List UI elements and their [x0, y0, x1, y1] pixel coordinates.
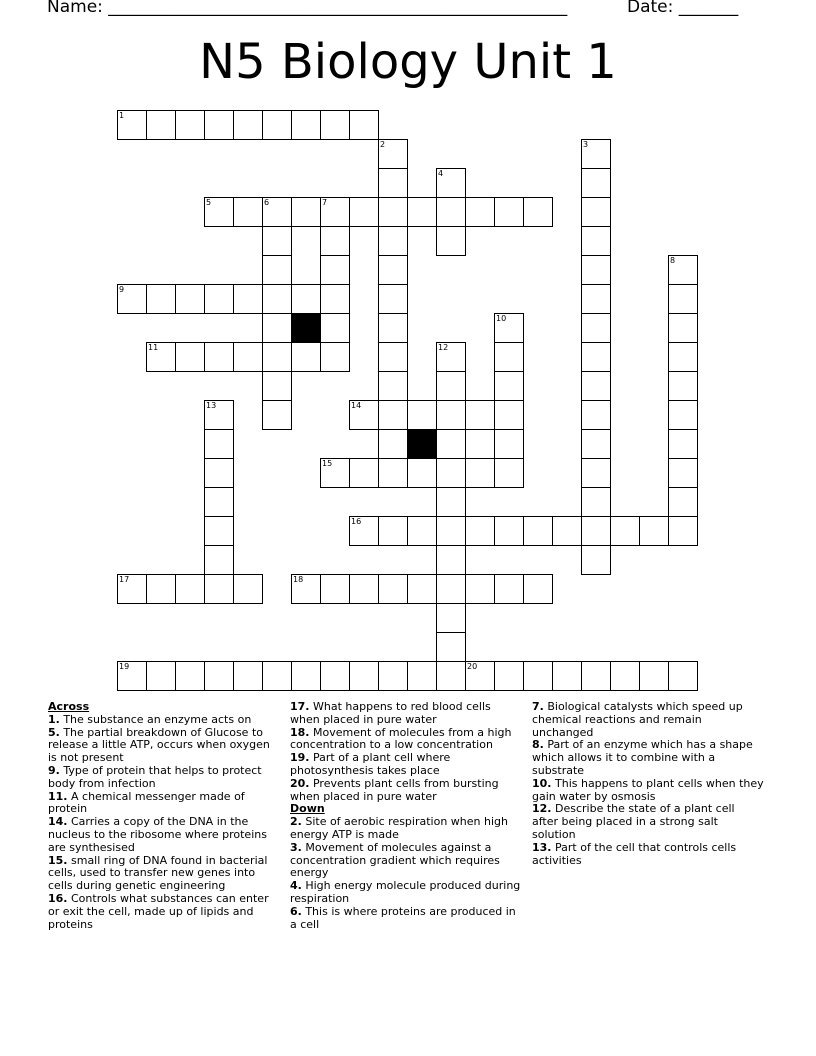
letter-cell[interactable] — [175, 110, 205, 140]
letter-cell[interactable] — [407, 516, 437, 546]
letter-cell[interactable] — [523, 574, 553, 604]
letter-cell[interactable] — [378, 255, 408, 285]
letter-cell[interactable] — [668, 458, 698, 488]
letter-cell[interactable] — [320, 255, 350, 285]
clue-number-label: 19. — [290, 751, 310, 765]
letter-cell[interactable] — [320, 284, 350, 314]
letter-cell[interactable] — [262, 371, 292, 401]
clue-number: 14 — [351, 401, 362, 410]
down-clue — [290, 842, 522, 880]
letter-cell[interactable] — [320, 342, 350, 372]
letter-cell[interactable] — [349, 661, 379, 691]
across-clue — [290, 778, 522, 804]
letter-cell[interactable] — [668, 313, 698, 343]
letter-cell[interactable] — [320, 313, 350, 343]
letter-cell[interactable] — [639, 661, 669, 691]
clue-number-label: 12. — [532, 802, 552, 816]
letter-cell[interactable] — [407, 574, 437, 604]
across-clue — [48, 727, 270, 765]
letter-cell[interactable] — [146, 284, 176, 314]
clue-column-3 — [532, 701, 764, 867]
letter-cell[interactable] — [494, 313, 524, 343]
letter-cell[interactable] — [378, 400, 408, 430]
letter-cell[interactable] — [436, 545, 466, 575]
clue-number: 20 — [467, 662, 478, 671]
letter-cell[interactable] — [204, 545, 234, 575]
letter-cell[interactable] — [146, 661, 176, 691]
letter-cell[interactable] — [378, 661, 408, 691]
clue-number-label: 20. — [290, 776, 310, 790]
letter-cell[interactable] — [262, 313, 292, 343]
letter-cell[interactable] — [349, 197, 379, 227]
letter-cell[interactable] — [378, 139, 408, 169]
clue-text: Part of a plant cell where photosynthesis takes place — [290, 751, 451, 777]
down-clue — [532, 701, 764, 739]
clue-text: Controls what substances can enter or exit the cell, made up of lipids and proteins — [48, 891, 269, 931]
letter-cell[interactable] — [262, 226, 292, 256]
clue-text: This is where proteins are produced in a cell — [290, 904, 516, 931]
letter-cell[interactable] — [581, 400, 611, 430]
across-clue-list — [48, 714, 270, 932]
letter-cell[interactable] — [291, 110, 321, 140]
clue-number-label: 1. — [48, 712, 60, 726]
letter-cell[interactable] — [262, 284, 292, 314]
letter-cell[interactable] — [581, 197, 611, 227]
letter-cell[interactable] — [378, 516, 408, 546]
letter-cell[interactable] — [436, 371, 466, 401]
down-clue — [290, 880, 522, 906]
across-clue — [48, 765, 270, 791]
letter-cell[interactable] — [523, 661, 553, 691]
letter-cell[interactable] — [204, 429, 234, 459]
clue-number: 6 — [264, 198, 270, 207]
letter-cell[interactable] — [175, 284, 205, 314]
letter-cell[interactable] — [668, 516, 698, 546]
clue-text: Movement of molecules from a high concentration to a low concentration — [290, 725, 512, 752]
letter-cell[interactable] — [262, 255, 292, 285]
clue-number-label: 11. — [48, 789, 68, 803]
letter-cell[interactable] — [668, 400, 698, 430]
letter-cell[interactable] — [349, 110, 379, 140]
letter-cell[interactable] — [262, 661, 292, 691]
letter-cell[interactable] — [262, 400, 292, 430]
letter-cell[interactable] — [204, 574, 234, 604]
clue-number: 5 — [206, 198, 212, 207]
letter-cell[interactable] — [291, 342, 321, 372]
clue-number: 2 — [380, 140, 386, 149]
name-field-label: Name: ______________________________________________________ — [47, 0, 568, 17]
letter-cell[interactable] — [581, 342, 611, 372]
down-heading: Down — [290, 802, 325, 816]
letter-cell[interactable] — [436, 226, 466, 256]
letter-cell[interactable] — [494, 400, 524, 430]
clue-text: Prevents plant cells from bursting when placed in pure water — [290, 776, 499, 803]
clue-column-2 — [290, 701, 522, 931]
letter-cell[interactable] — [581, 371, 611, 401]
letter-cell[interactable] — [204, 516, 234, 546]
letter-cell[interactable] — [204, 400, 234, 430]
down-clue — [532, 803, 764, 841]
letter-cell[interactable] — [494, 516, 524, 546]
letter-cell[interactable] — [262, 197, 292, 227]
clue-number-label: 13. — [532, 840, 552, 854]
letter-cell[interactable] — [378, 342, 408, 372]
letter-cell[interactable] — [204, 284, 234, 314]
letter-cell[interactable] — [204, 110, 234, 140]
letter-cell[interactable] — [378, 168, 408, 198]
letter-cell[interactable] — [494, 661, 524, 691]
across-clue — [290, 727, 522, 753]
clue-text: Type of protein that helps to protect body from infection — [48, 763, 262, 790]
across-clue — [48, 893, 270, 931]
letter-cell[interactable] — [436, 574, 466, 604]
letter-cell[interactable] — [320, 197, 350, 227]
letter-cell[interactable] — [204, 197, 234, 227]
clue-text: The substance an enzyme acts on — [59, 712, 252, 726]
clue-text: small ring of DNA found in bacterial cells, used to transfer new genes into cells during genetic engineering — [48, 853, 268, 893]
letter-cell[interactable] — [610, 516, 640, 546]
letter-cell[interactable] — [581, 545, 611, 575]
clue-number: 10 — [496, 314, 507, 323]
letter-cell[interactable] — [436, 661, 466, 691]
letter-cell[interactable] — [117, 574, 147, 604]
letter-cell[interactable] — [175, 574, 205, 604]
letter-cell[interactable] — [465, 458, 495, 488]
letter-cell[interactable] — [436, 516, 466, 546]
clue-column-1 — [48, 701, 270, 931]
letter-cell[interactable] — [291, 284, 321, 314]
letter-cell[interactable] — [320, 226, 350, 256]
down-clue — [532, 739, 764, 777]
letter-cell[interactable] — [465, 661, 495, 691]
letter-cell[interactable] — [581, 429, 611, 459]
letter-cell[interactable] — [291, 574, 321, 604]
letter-cell[interactable] — [436, 603, 466, 633]
letter-cell[interactable] — [494, 197, 524, 227]
down-clue — [290, 816, 522, 842]
letter-cell[interactable] — [349, 516, 379, 546]
letter-cell[interactable] — [378, 574, 408, 604]
letter-cell[interactable] — [175, 342, 205, 372]
across-clue — [48, 855, 270, 893]
letter-cell[interactable] — [233, 574, 263, 604]
clue-number: 15 — [322, 459, 333, 468]
letter-cell[interactable] — [436, 342, 466, 372]
page-title: N5 Biology Unit 1 — [199, 34, 617, 90]
letter-cell[interactable] — [378, 371, 408, 401]
letter-cell[interactable] — [407, 661, 437, 691]
letter-cell[interactable] — [233, 110, 263, 140]
letter-cell[interactable] — [465, 197, 495, 227]
clue-text: High energy molecule produced during respiration — [290, 879, 521, 905]
letter-cell[interactable] — [668, 661, 698, 691]
letter-cell[interactable] — [320, 574, 350, 604]
letter-cell[interactable] — [494, 342, 524, 372]
letter-cell[interactable] — [378, 313, 408, 343]
letter-cell[interactable] — [523, 516, 553, 546]
letter-cell[interactable] — [407, 197, 437, 227]
clue-number: 16 — [351, 517, 362, 526]
clue-number: 11 — [148, 343, 159, 352]
clue-number-label: 2. — [290, 815, 302, 829]
letter-cell[interactable] — [581, 226, 611, 256]
letter-cell[interactable] — [668, 284, 698, 314]
letter-cell[interactable] — [436, 168, 466, 198]
letter-cell[interactable] — [320, 458, 350, 488]
clue-number: 19 — [119, 662, 130, 671]
letter-cell[interactable] — [523, 197, 553, 227]
letter-cell[interactable] — [668, 342, 698, 372]
clue-number-label: 15. — [48, 853, 68, 867]
clue-number: 18 — [293, 575, 304, 584]
clue-text: This happens to plant cells when they gain water by osmosis — [532, 776, 764, 803]
letter-cell[interactable] — [378, 458, 408, 488]
letter-cell[interactable] — [204, 661, 234, 691]
letter-cell[interactable] — [146, 110, 176, 140]
letter-cell[interactable] — [291, 197, 321, 227]
letter-cell[interactable] — [610, 661, 640, 691]
black-cell — [291, 313, 321, 343]
letter-cell[interactable] — [581, 661, 611, 691]
letter-cell[interactable] — [494, 574, 524, 604]
clue-number: 4 — [438, 169, 444, 178]
letter-cell[interactable] — [378, 429, 408, 459]
letter-cell[interactable] — [436, 458, 466, 488]
clue-number: 9 — [119, 285, 125, 294]
letter-cell[interactable] — [581, 255, 611, 285]
letter-cell[interactable] — [378, 284, 408, 314]
clue-text: Site of aerobic respiration when high energy ATP is made — [290, 815, 508, 841]
letter-cell[interactable] — [668, 371, 698, 401]
letter-cell[interactable] — [494, 429, 524, 459]
letter-cell[interactable] — [349, 574, 379, 604]
clue-number-label: 18. — [290, 725, 310, 739]
letter-cell[interactable] — [581, 487, 611, 517]
clue-number: 17 — [119, 575, 130, 584]
clue-text: Carries a copy of the DNA in the nucleus to the ribosome where proteins are synthesised — [48, 815, 267, 854]
clue-text: Biological catalysts which speed up chemical reactions and remain unchanged — [532, 700, 743, 739]
clue-number-label: 5. — [48, 725, 60, 739]
letter-cell[interactable] — [581, 139, 611, 169]
clue-number: 8 — [670, 256, 676, 265]
letter-cell[interactable] — [436, 429, 466, 459]
down-clue-list — [290, 816, 522, 931]
letter-cell[interactable] — [436, 487, 466, 517]
letter-cell[interactable] — [436, 197, 466, 227]
across-clue — [290, 701, 522, 727]
letter-cell[interactable] — [233, 284, 263, 314]
down-clue — [532, 842, 764, 868]
letter-cell[interactable] — [436, 632, 466, 662]
letter-cell[interactable] — [639, 516, 669, 546]
letter-cell[interactable] — [465, 400, 495, 430]
letter-cell[interactable] — [465, 516, 495, 546]
clue-text: The partial breakdown of Glucose to release a little ATP, occurs when oxygen is not present — [48, 725, 270, 765]
letter-cell[interactable] — [494, 458, 524, 488]
letter-cell[interactable] — [552, 661, 582, 691]
clue-number-label: 14. — [48, 815, 68, 829]
clue-number-label: 10. — [532, 776, 552, 790]
letter-cell[interactable] — [581, 516, 611, 546]
clue-number-label: 7. — [532, 700, 544, 713]
clue-number-label: 9. — [48, 763, 60, 777]
letter-cell[interactable] — [320, 661, 350, 691]
clue-number: 7 — [322, 198, 328, 207]
down-clue-list-cont — [532, 701, 764, 867]
letter-cell[interactable] — [262, 110, 292, 140]
letter-cell[interactable] — [262, 342, 292, 372]
letter-cell[interactable] — [349, 458, 379, 488]
clue-text: A chemical messenger made of protein — [48, 789, 245, 816]
down-clue — [290, 906, 522, 932]
across-clue — [290, 752, 522, 778]
letter-cell[interactable] — [146, 574, 176, 604]
letter-cell[interactable] — [349, 400, 379, 430]
letter-cell[interactable] — [465, 574, 495, 604]
letter-cell[interactable] — [204, 458, 234, 488]
letter-cell[interactable] — [117, 284, 147, 314]
letter-cell[interactable] — [175, 661, 205, 691]
letter-cell[interactable] — [494, 371, 524, 401]
letter-cell[interactable] — [436, 400, 466, 430]
letter-cell[interactable] — [581, 168, 611, 198]
letter-cell[interactable] — [233, 197, 263, 227]
clue-number-label: 6. — [290, 904, 302, 918]
letter-cell[interactable] — [233, 342, 263, 372]
clue-number: 1 — [119, 111, 125, 120]
clue-text: Part of the cell that controls cells activities — [532, 840, 737, 867]
letter-cell[interactable] — [320, 110, 350, 140]
clue-text: What happens to red blood cells when placed in pure water — [290, 700, 491, 726]
black-cell — [407, 429, 437, 459]
across-clue — [48, 816, 270, 854]
clue-text: Movement of molecules against a concentration gradient which requires energy — [290, 840, 500, 880]
clue-number-label: 17. — [290, 700, 310, 713]
clue-number-label: 8. — [532, 738, 544, 752]
clue-text: Part of an enzyme which has a shape which allows it to combine with a substrate — [532, 738, 753, 777]
letter-cell[interactable] — [581, 284, 611, 314]
across-heading: Across — [48, 700, 90, 713]
letter-cell[interactable] — [117, 661, 147, 691]
clue-number: 13 — [206, 401, 217, 410]
letter-cell[interactable] — [668, 487, 698, 517]
letter-cell[interactable] — [668, 255, 698, 285]
clue-number-label: 16. — [48, 891, 68, 905]
letter-cell[interactable] — [204, 342, 234, 372]
letter-cell[interactable] — [378, 226, 408, 256]
letter-cell[interactable] — [233, 661, 263, 691]
across-clue-list-cont — [290, 701, 522, 803]
clue-number: 3 — [583, 140, 589, 149]
down-clue — [532, 778, 764, 804]
letter-cell[interactable] — [146, 342, 176, 372]
clue-number-label: 3. — [290, 840, 302, 854]
letter-cell[interactable] — [581, 458, 611, 488]
clue-number: 12 — [438, 343, 449, 352]
letter-cell[interactable] — [581, 313, 611, 343]
across-clue — [48, 791, 270, 817]
letter-cell[interactable] — [117, 110, 147, 140]
letter-cell[interactable] — [668, 429, 698, 459]
letter-cell[interactable] — [378, 197, 408, 227]
letter-cell[interactable] — [407, 400, 437, 430]
clue-text: Describe the state of a plant cell after being placed in a strong salt solution — [532, 802, 735, 841]
letter-cell[interactable] — [407, 458, 437, 488]
letter-cell[interactable] — [552, 516, 582, 546]
clue-number-label: 4. — [290, 879, 302, 893]
letter-cell[interactable] — [291, 661, 321, 691]
letter-cell[interactable] — [204, 487, 234, 517]
date-field-label: Date: _______ — [627, 0, 739, 17]
